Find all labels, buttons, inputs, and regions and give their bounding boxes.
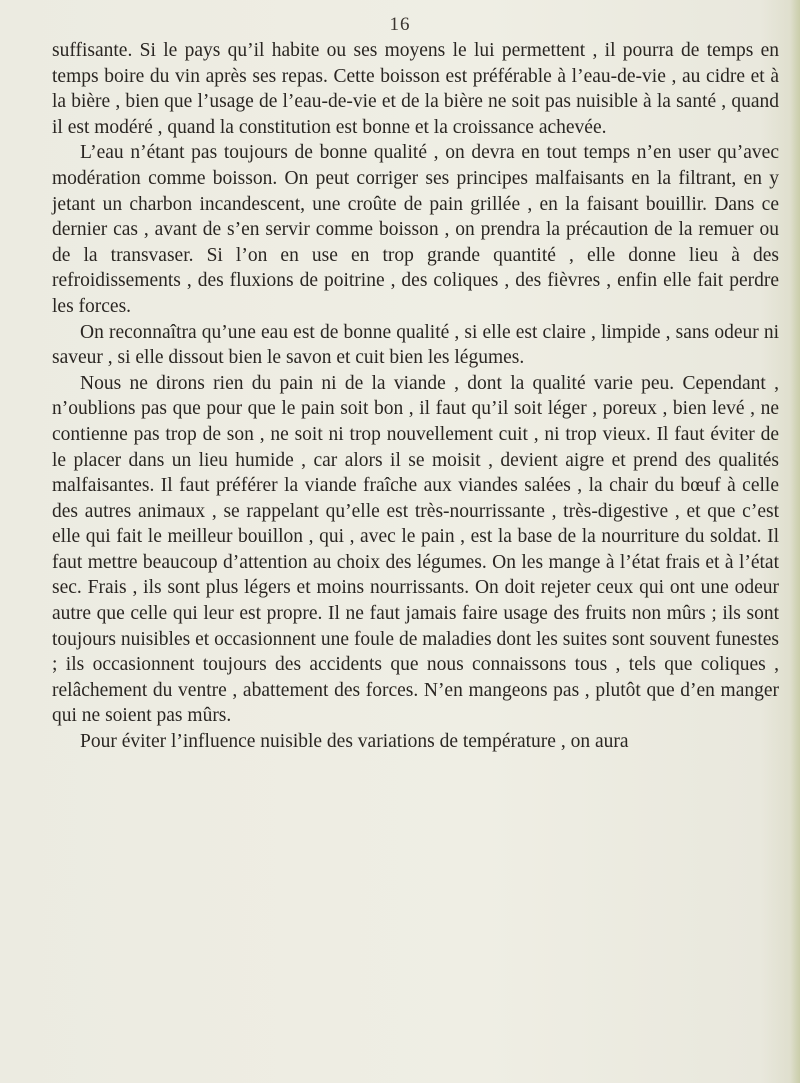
paragraph-water-quality: L’eau n’étant pas toujours de bonne qualité , on devra en tout temps n’en user qu’avec modération comme boisson. On peut corriger ses principes malfaisants en la filtrant, en y jetant un charbon incandescent, une croûte de pain grillée , en la faisant bouillir. Dans ce dernier cas , avant de s’en servir comme boisson , on prendra la précaution de la remuer ou de la transvaser. Si l’on en use en trop grande quantité , elle donne lieu à des refroidissements , des fluxions de poitrine , des coliques , des fièvres , enfin elle fait perdre les forces. (52, 142, 779, 317)
paragraph-bread-meat: Nous ne dirons rien du pain ni de la viande , dont la qualité varie peu. Cependant , n’oublions pas que pour que le pain soit bon , il faut qu’il soit léger , poreux , bien levé , ne contienne pas trop de son , ne soit ni trop nouvellement cuit , ni trop vieux. Il faut éviter de le placer dans un lieu humide , car alors il se moisit , devient aigre et prend des qualités malfaisantes. Il faut préférer la viande fraîche aux viandes salées , la chair du bœuf à celle des autres animaux , se rappelant qu’elle est très-nourrissante , très-digestive , et que c’est elle qui fait le meilleur bouillon , qui , avec le pain , est la base de la nourriture du soldat. Il faut mettre beaucoup d’attention au choix des légumes. On les mange à l’état frais et à l’état sec. Frais , ils sont plus légers et moins nourrissants. On doit rejeter ceux qui ont une odeur autre que celle qui leur est propre. Il ne faut jamais faire usage des fruits non mûrs ; ils sont toujours nuisibles et occasionnent une foule de maladies dont les suites sont souvent funestes ; ils occasionnent toujours des accidents que nous connaissons tous , tels que coliques , relâchement du ventre , abattement des forces. N’en mangeons pas , plutôt que d’en manger qui ne soient pas mûrs. (52, 372, 779, 727)
page-edge-shadow (790, 0, 800, 1083)
body-text (52, 38, 779, 755)
page-number: 16 (389, 14, 411, 35)
paragraph-good-water: On reconnaîtra qu’une eau est de bonne qualité , si elle est claire , limpide , sans odeur ni saveur , si elle dissout bien le savon et cuit bien les légumes. (52, 321, 779, 369)
paragraph-continued: suffisante. Si le pays qu’il habite ou ses moyens le lui permettent , il pourra de temps en temps boire du vin après ses repas. Cette boisson est préférable à l’eau-de-vie , au cidre et à la bière , bien que l’usage de l’eau-de-vie et de la bière ne soit pas nuisible à la santé , quand il est modéré , quand la constitution est bonne et la croissance achevée. (52, 40, 779, 138)
paragraph-temperature: Pour éviter l’influence nuisible des variations de température , on aura (80, 731, 629, 753)
